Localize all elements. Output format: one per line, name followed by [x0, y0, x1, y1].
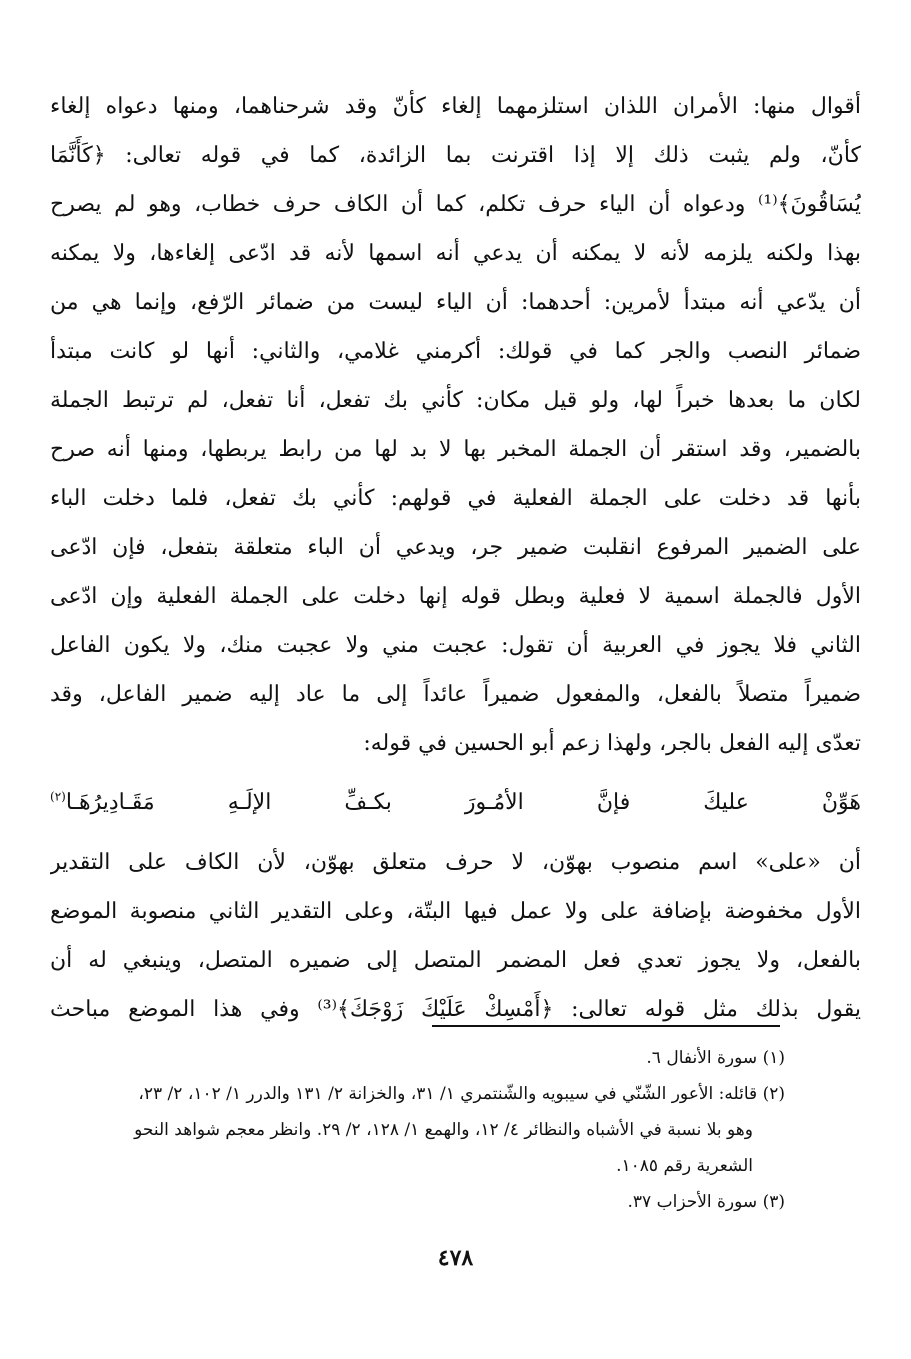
text-line: بهذا ولكنه يلزمه لأنه لا يمكنه أن يدعي أنه اسمها لأنه قد ادّعى إلغاءها، ولا يمكنه: [50, 241, 861, 266]
verse-footnote-mark: (٢): [50, 789, 66, 804]
text-line: على الضمير المرفوع انقلبت ضمير جر، ويدعي أن الباء متعلقة بتفعل، فإن ادّعى: [50, 535, 861, 560]
text-line: ضمائر النصب والجر كما في قولك: أكرمني غلامي، والثاني: أنها لو كانت مبتدأ: [50, 339, 861, 364]
footnote-continuation: الشعرية رقم ١٠٨٥.: [616, 1156, 753, 1176]
text-line: الأول فالجملة اسمية لا فعلية وبطل قوله إنها دخلت على الجملة الفعلية وإن ادّعى: [50, 584, 861, 609]
footnote-divider: [432, 1025, 780, 1027]
text-line: بالضمير، وقد استقر أن الجملة المخبر بها لا بد لها من رابط يربطها، ومنها أنه صرح: [50, 437, 861, 462]
page-number: ٤٧٨: [437, 1245, 474, 1271]
footnote-continuation: وهو بلا نسبة في الأشباه والنظائر ٤/ ١٢، والهمع ١/ ١٢٨، ٢/ ٢٩. وانظر معجم شواهد النحو: [134, 1120, 753, 1140]
verse-word: فإنَّ: [596, 790, 631, 815]
text-line: بالفعل، ولا يجوز تعدي فعل المضمر المتصل إلى ضميره المتصل، وينبغي له أن: [50, 948, 861, 973]
text-line: ضميراً متصلاً بالفعل، والمفعول ضميراً عائداً إلى ما عاد إليه ضمير الفاعل، وقد: [50, 682, 861, 707]
verse-words: [50, 768, 861, 838]
text-line: أن «على» اسم منصوب بهوّن، لا حرف متعلق بهوّن، لأن الكاف على التقدير: [50, 850, 861, 875]
verse-word: عليكَ: [703, 790, 749, 815]
verse-word: الإلَـهِ: [227, 790, 272, 815]
verse-word: هَوِّنْ: [821, 790, 861, 815]
main-text: [50, 82, 861, 1034]
text-line: الثاني فلا يجوز في العربية أن تقول: عجبت مني ولا عجبت منك، ولا يكون الفاعل: [50, 633, 861, 658]
text-line: تعدّى إليه الفعل بالجر، ولهذا زعم أبو الحسين في قوله:: [363, 731, 861, 756]
verse-word: مَقَـادِيرُهَـا: [65, 790, 155, 815]
text-line: بأنها قد دخلت على الجملة الفعلية في قولهم: كأني بك تفعل، فلما دخلت الباء: [50, 486, 861, 511]
footnote: (٢) قائله: الأعور الشّنّي في سيبويه والشّنتمري ١/ ٣١، والخزانة ٢/ ١٣١ والدرر ١/ ١٠٢، ٢/ ٢٣،: [138, 1084, 785, 1104]
text-line: يقول بذلك مثل قوله تعالى: ﴿أَمْسِكْ عَلَيْكَ زَوْجَكَ﴾⁽³⁾ وفي هذا الموضع مباحث: [50, 997, 861, 1022]
footnotes: [30, 1040, 785, 1220]
text-line: أن يدّعي أنه مبتدأ لأمرين: أحدهما: أن الياء ليست من ضمائر الرّفع، وإنما هي من: [50, 290, 861, 315]
footnote: (١) سورة الأنفال ٦.: [646, 1048, 785, 1068]
footnote: (٣) سورة الأحزاب ٣٧.: [627, 1192, 785, 1212]
text-line: كأنّ، ولم يثبت ذلك إلا إذا اقترنت بما الزائدة، كما في قوله تعالى: ﴿كَأَنَّمَا: [50, 143, 861, 168]
text-line: الأول مخفوضة بإضافة على ولا عمل فيها البتّة، وعلى التقدير الثاني منصوبة الموضع: [50, 899, 861, 924]
poetry-verse: [50, 768, 861, 838]
text-line: أقوال منها: الأمران اللذان استلزمهما إلغاء كأنّ وقد شرحناهما، ومنها دعواه إلغاء: [50, 94, 861, 119]
verse-word: الأمُـورَ: [464, 790, 524, 815]
verse-last-word: [50, 768, 155, 838]
verse-word: بكـفِّ: [344, 790, 392, 815]
text-line: يُسَاقُونَ﴾⁽¹⁾ ودعواه أن الياء حرف تكلم، كما أن الكاف حرف خطاب، وهو لم يصرح: [50, 192, 861, 217]
text-line: لكان ما بعدها خبراً لها، ولو قيل مكان: كأني بك تفعل، أنا تفعل، لم ترتبط الجملة: [50, 388, 861, 413]
